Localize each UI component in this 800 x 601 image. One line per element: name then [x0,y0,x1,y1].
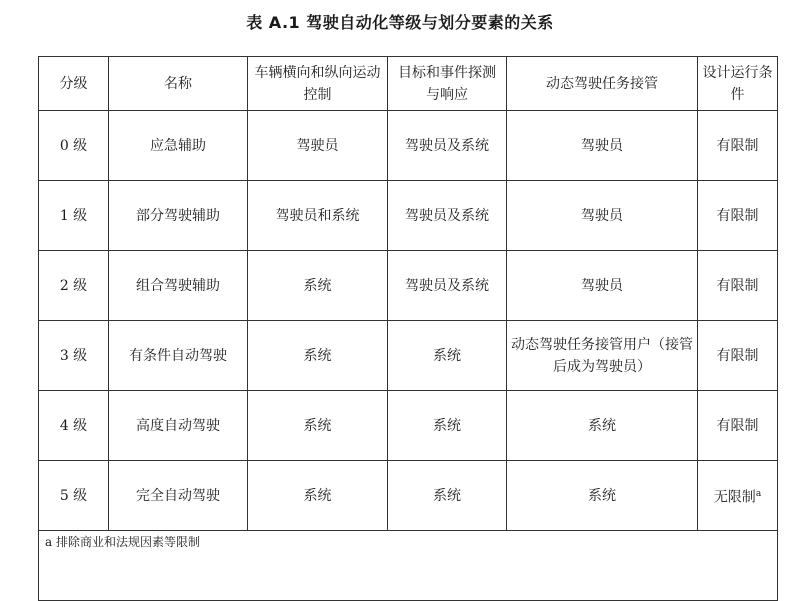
cell-level: 3 级 [39,321,109,391]
cell-design-conditions: 有限制 [698,391,778,461]
cell-level: 4 级 [39,391,109,461]
header-name: 名称 [109,57,248,111]
cell-detection-response: 系统 [388,391,507,461]
cell-name: 有条件自动驾驶 [109,321,248,391]
cell-level: 0 级 [39,111,109,181]
cell-takeover: 驾驶员 [507,181,698,251]
table-row [39,181,778,251]
cell-name: 部分驾驶辅助 [109,181,248,251]
cell-design-conditions: 有限制 [698,321,778,391]
cell-detection-response: 系统 [388,461,507,531]
header-level: 分级 [39,57,109,111]
cell-detection-response: 驾驶员及系统 [388,181,507,251]
footnote-row [39,531,778,601]
cell-level: 2 级 [39,251,109,321]
cell-design-conditions [698,461,778,531]
header-design-conditions: 设计运行条件 [698,57,778,111]
cell-takeover: 系统 [507,461,698,531]
cell-motion-control: 系统 [248,391,388,461]
cell-motion-control: 系统 [248,461,388,531]
cell-name: 应急辅助 [109,111,248,181]
cell-design-conditions: 有限制 [698,251,778,321]
cell-level: 1 级 [39,181,109,251]
cell-level: 5 级 [39,461,109,531]
cell-name: 完全自动驾驶 [109,461,248,531]
cell-name: 高度自动驾驶 [109,391,248,461]
table-title: 表 A.1 驾驶自动化等级与划分要素的关系 [246,13,554,32]
header-takeover: 动态驾驶任务接管 [507,57,698,111]
cell-takeover: 动态驾驶任务接管用户（接管后成为驾驶员） [507,321,698,391]
automation-levels-table [38,56,778,601]
table-row [39,251,778,321]
footnote-marker: a [755,488,762,499]
cell-design-conditions-text: 无限制 [713,489,756,506]
cell-design-conditions: 有限制 [698,181,778,251]
cell-takeover: 系统 [507,391,698,461]
cell-detection-response: 驾驶员及系统 [388,251,507,321]
cell-motion-control: 驾驶员和系统 [248,181,388,251]
cell-takeover: 驾驶员 [507,251,698,321]
table-header-row [39,57,778,111]
header-motion-control: 车辆横向和纵向运动控制 [248,57,388,111]
cell-motion-control: 系统 [248,251,388,321]
table-row [39,321,778,391]
table-row [39,461,778,531]
cell-design-conditions: 有限制 [698,111,778,181]
cell-takeover: 驾驶员 [507,111,698,181]
table-row [39,391,778,461]
cell-motion-control: 驾驶员 [248,111,388,181]
footnote-text: a 排除商业和法规因素等限制 [39,531,778,601]
table-row [39,111,778,181]
header-detection-response: 目标和事件探测与响应 [388,57,507,111]
cell-detection-response: 系统 [388,321,507,391]
cell-motion-control: 系统 [248,321,388,391]
cell-detection-response: 驾驶员及系统 [388,111,507,181]
cell-name: 组合驾驶辅助 [109,251,248,321]
